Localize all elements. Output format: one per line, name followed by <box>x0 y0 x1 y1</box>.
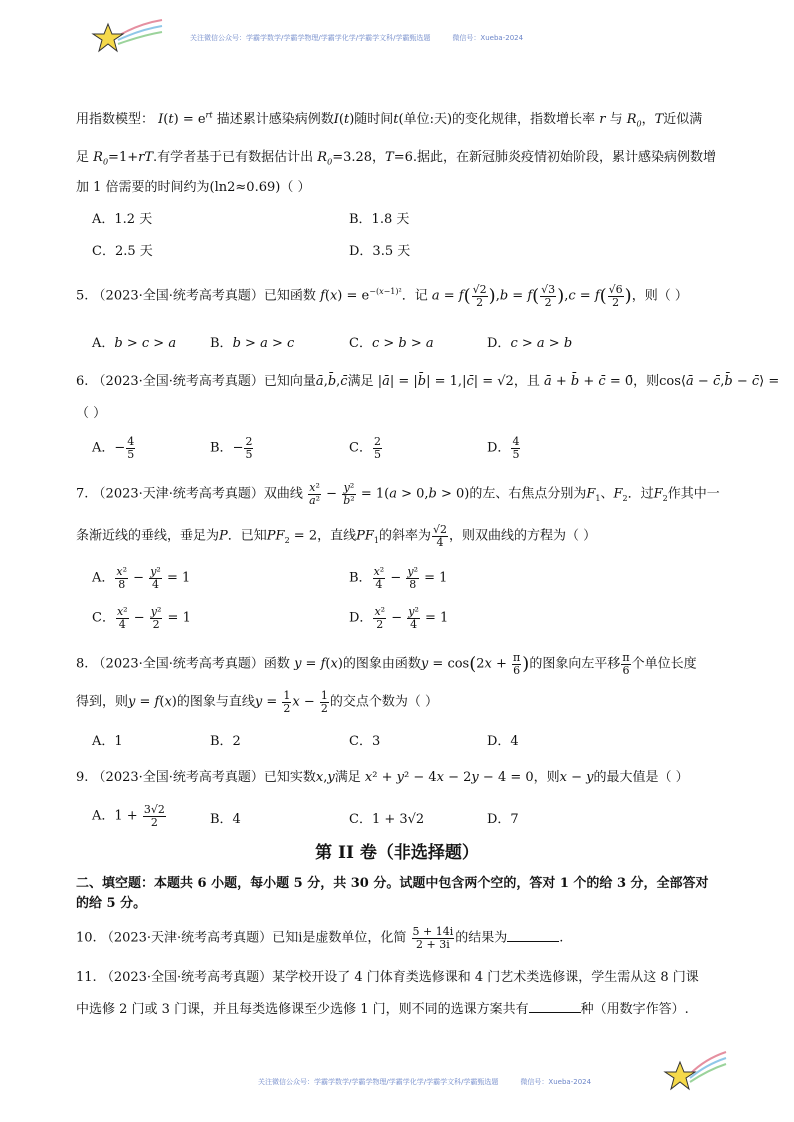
q4-line-1: 用指数模型： $I(t) = e^{rt}$ 描述累计感染病例数I(t)随时间t(单位:天)的变化规律，指数增长率 r 与 $R_0$，T近似满 <box>76 110 703 129</box>
footer-text: 关注微信公众号：学霸学数学/学霸学物理/学霸学化学/学霸学文科/学霸甄选题 <box>258 1078 499 1086</box>
q6-stem: 6. （2023·全国·统考高考真题）已知向量ā,b̄,c̄满足 |ā| = |b̄| = 1,|c̄| = √2，且 ā + b̄ + c̄ = 0̄，则cos⟨ā − c̄,b̄ − c̄⟩ = <box>76 374 780 389</box>
q7-option-b: B． $\frac{\text{x²}}{4}$ − $\frac{\text{y²}}{8}$ = 1 <box>349 565 448 591</box>
q11-answer-blank[interactable] <box>529 1000 581 1013</box>
q10-answer-blank[interactable] <box>507 929 559 942</box>
section-desc-2: 的给 5 分。 <box>76 896 147 911</box>
q11-stem-2: 中选修 2 门或 3 门课，并且每类选修课至少选修 1 门，则不同的选课方案共有 种（用数字作答）. <box>76 1002 689 1017</box>
star-logo-icon <box>660 1048 730 1098</box>
q8-stem-1: 8. （2023·全国·统考高考真题）函数 y = f(x)的图象由函数y = cos(2x + $\frac{\pi}{6}$ )的图象向左平移 $\frac{\pi}{6}$ 个单位长度 <box>76 651 697 677</box>
q9-option-d: D．7 <box>487 812 519 827</box>
q6-option-b: B．− $\frac{2}{5}$ <box>210 435 253 461</box>
section-desc-1: 二、填空题：本题共 6 小题，每小题 5 分，共 30 分。试题中包含两个空的，答对 1 个的给 3 分，全部答对 <box>76 876 709 891</box>
q4-option-c: C．2.5 天 <box>92 244 153 259</box>
footer-watermark <box>258 1077 591 1087</box>
q8-option-b: B．2 <box>210 734 241 749</box>
header-text: 关注微信公众号：学霸学数学/学霸学物理/学霸学化学/学霸学文科/学霸甄选题 <box>190 34 431 42</box>
q8-option-c: C．3 <box>349 734 381 749</box>
q4-line-3: 加 1 倍需要的时间约为(ln2≈0.69)（ ） <box>76 180 311 195</box>
q4-option-d: D．3.5 天 <box>349 244 411 259</box>
q7-option-c: C． $\frac{\text{x²}}{4}$ − $\frac{\text{y²}}{2}$ = 1 <box>92 605 191 631</box>
q6-option-c: C． $\frac{2}{5}$ <box>349 435 381 461</box>
q10-stem: 10. （2023·天津·统考高考真题）已知i是虚数单位，化简 $\frac{5 + 14i}{2 + 3i}$ 的结果为 . <box>76 925 564 951</box>
q11-stem-1: 11. （2023·全国·统考高考真题）某学校开设了 4 门体育类选修课和 4 门艺术类选修课，学生需从这 8 门课 <box>76 970 699 985</box>
q5-option-b: B．b > a > c <box>210 336 295 351</box>
star-logo-icon <box>90 18 168 58</box>
q5-option-a: A．b > c > a <box>92 336 177 351</box>
q7-option-d: D． $\frac{\text{x²}}{2}$ − $\frac{\text{y²}}{4}$ = 1 <box>349 605 449 631</box>
q7-stem-2: 条渐近线的垂线，垂足为P．已知$PF_2 = 2$，直线$PF_1$的斜率为 $\frac{√2}{4}$ ，则双曲线的方程为（ ） <box>76 523 597 549</box>
q6-option-a: A．− $\frac{4}{5}$ <box>92 435 135 461</box>
q4-option-b: B．1.8 天 <box>349 212 410 227</box>
q5-option-d: D．c > a > b <box>487 336 573 351</box>
q6-option-d: D． $\frac{4}{5}$ <box>487 435 520 461</box>
q8-stem-2: 得到，则y = f(x)的图象与直线y = $\frac{1}{2}$ x − $\frac{1}{2}$ 的交点个数为（ ） <box>76 689 439 715</box>
q5-stem: 5. （2023·全国·统考高考真题）已知函数 $f(x) = e^{-(x-1)^2}$．记 a = f( $\frac{√2}{2}$ ),b = f( $\frac{√3}{2}$ ),c = f( $\frac{√6}{2}$ )，则（ ） <box>76 283 688 309</box>
footer-wechat: 微信号：Xueba-2024 <box>520 1078 592 1086</box>
q9-option-c: C．1 + 3√2 <box>349 812 425 827</box>
q9-option-b: B．4 <box>210 812 241 827</box>
q9-stem: 9. （2023·全国·统考高考真题）已知实数x,y满足 x² + y² − 4x − 2y − 4 = 0，则x − y的最大值是（ ） <box>76 770 689 785</box>
q5-option-c: C．c > b > a <box>349 336 434 351</box>
q8-option-d: D．4 <box>487 734 519 749</box>
q6-blank-paren: （ ） <box>76 406 107 421</box>
q9-option-a: A．1 + $\frac{3√2}{2}$ <box>92 803 165 829</box>
q7-option-a: A． $\frac{\text{x²}}{8}$ − $\frac{\text{y²}}{4}$ = 1 <box>92 565 191 591</box>
q7-stem-1: 7. （2023·天津·统考高考真题）双曲线 $\frac{\text{x²}}{\text{a²}}$ − $\frac{\text{y²}}{\text{b²}}$ = 1(a > 0,b > 0)的左、右焦点分别为$F_1$、$F_2$．过$F_2$作其中一 <box>76 481 720 507</box>
header-wechat: 微信号：Xueba-2024 <box>452 34 524 42</box>
q8-option-a: A．1 <box>92 734 123 749</box>
section-title: 第 II 卷（非选择题） <box>315 843 479 863</box>
header-watermark <box>190 33 523 43</box>
q4-option-a: A．1.2 天 <box>92 212 153 227</box>
q4-line-2: 足 $R_0=1+rT$.有学者基于已有数据估计出 $R_0=3.28$，T=6.据此，在新冠肺炎疫情初始阶段，累计感染病例数增 <box>76 150 717 167</box>
